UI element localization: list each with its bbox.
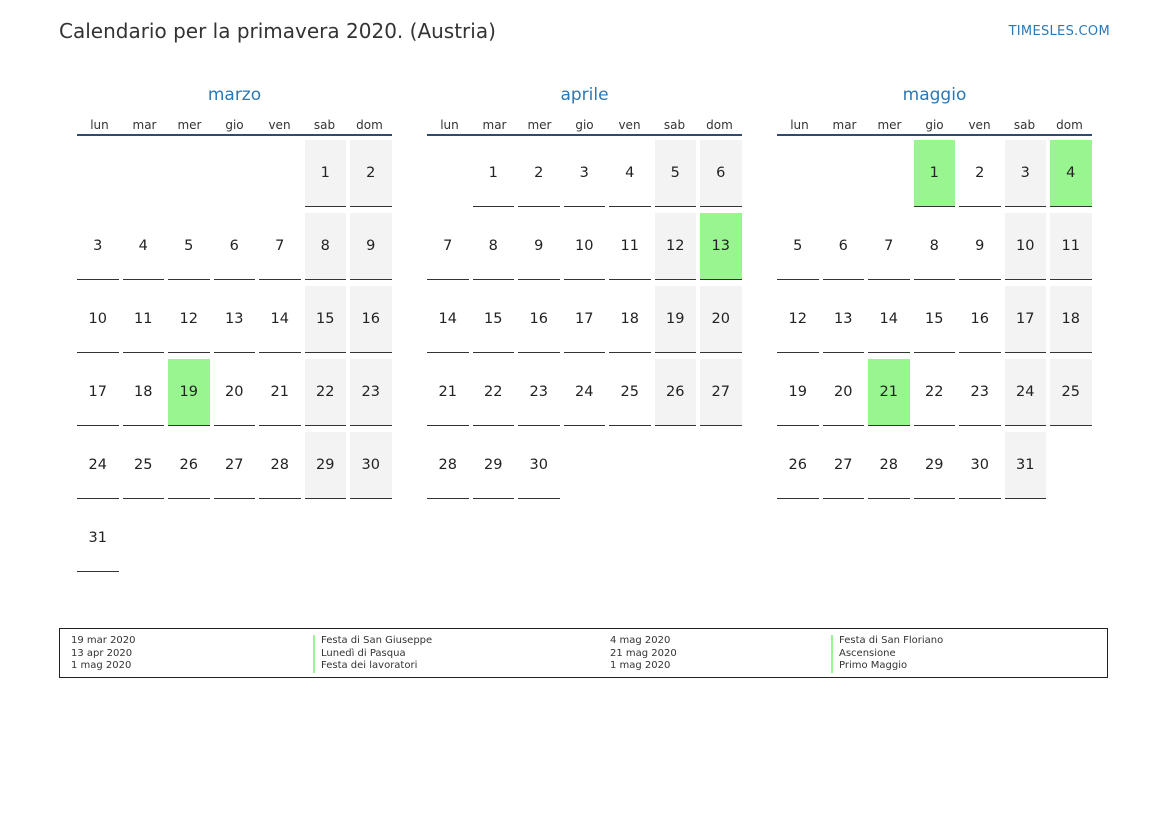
weekday-label: sab: [663, 118, 686, 132]
day-cell: 17: [77, 359, 119, 426]
day-cell: 4: [123, 213, 165, 280]
weekday-label: gio: [225, 118, 244, 132]
weekday-header: [427, 109, 742, 136]
day-cell: 28: [259, 432, 301, 499]
legend-date: 4 mag 2020: [610, 635, 671, 646]
day-cell: 15: [305, 286, 347, 353]
day-cell: 8: [914, 213, 956, 280]
page-title: Calendario per la primavera 2020. (Austria): [59, 19, 496, 43]
legend-holiday-name: Festa di San Floriano: [831, 635, 943, 648]
day-cell: 8: [473, 213, 515, 280]
day-cell: 26: [655, 359, 697, 426]
day-cell: 5: [168, 213, 210, 280]
holiday-cell: 21: [868, 359, 910, 426]
day-cell: 12: [168, 286, 210, 353]
day-cell: 30: [350, 432, 392, 499]
weekday-label: dom: [706, 118, 733, 132]
weekday-label: sab: [313, 118, 336, 132]
day-cell: 16: [959, 286, 1001, 353]
day-cell: 23: [350, 359, 392, 426]
day-cell: 23: [518, 359, 560, 426]
weekday-label: lun: [90, 118, 109, 132]
day-cell: 12: [777, 286, 819, 353]
day-cell: 16: [350, 286, 392, 353]
day-cell: 16: [518, 286, 560, 353]
day-cell: 4: [609, 140, 651, 207]
weekday-label: mer: [177, 118, 202, 132]
day-cell: 23: [959, 359, 1001, 426]
month-title: aprile: [560, 85, 609, 105]
day-cell: 28: [868, 432, 910, 499]
weekday-header: [777, 109, 1092, 136]
day-cell: 6: [823, 213, 865, 280]
day-cell: 25: [123, 432, 165, 499]
day-cell: 27: [214, 432, 256, 499]
day-cell: 30: [959, 432, 1001, 499]
weekday-label: sab: [1013, 118, 1036, 132]
day-cell: 27: [700, 359, 742, 426]
day-cell: 26: [777, 432, 819, 499]
day-cell: 7: [868, 213, 910, 280]
day-cell: 2: [350, 140, 392, 207]
day-cell: 24: [77, 432, 119, 499]
weekday-label: dom: [356, 118, 383, 132]
weekday-label: gio: [575, 118, 594, 132]
day-cell: 5: [655, 140, 697, 207]
weekday-label: mar: [832, 118, 857, 132]
weekday-label: mer: [527, 118, 552, 132]
day-cell: 22: [305, 359, 347, 426]
day-cell: 17: [564, 286, 606, 353]
legend-holiday-name: Lunedì di Pasqua: [313, 648, 406, 661]
day-cell: 19: [777, 359, 819, 426]
day-cell: 17: [1005, 286, 1047, 353]
day-cell: 27: [823, 432, 865, 499]
weekday-label: ven: [268, 118, 291, 132]
day-cell: 7: [427, 213, 469, 280]
day-cell: 6: [214, 213, 256, 280]
weekday-label: mar: [482, 118, 507, 132]
day-cell: 14: [427, 286, 469, 353]
day-cell: 9: [350, 213, 392, 280]
day-cell: 18: [123, 359, 165, 426]
day-cell: 11: [1050, 213, 1092, 280]
day-cell: 5: [777, 213, 819, 280]
day-cell: 29: [305, 432, 347, 499]
legend-date: 1 mag 2020: [71, 660, 132, 671]
legend-date: 21 mag 2020: [610, 647, 677, 659]
weekday-label: lun: [790, 118, 809, 132]
day-cell: 18: [609, 286, 651, 353]
day-cell: 24: [564, 359, 606, 426]
day-cell: 21: [427, 359, 469, 426]
month-aprile: [427, 84, 742, 473]
day-cell: 2: [518, 140, 560, 207]
weekday-label: gio: [925, 118, 944, 132]
day-cell: 30: [518, 432, 560, 499]
legend-holiday-name: Primo Maggio: [831, 660, 907, 673]
legend-date: 19 mar 2020: [71, 635, 136, 646]
weekday-label: mer: [877, 118, 902, 132]
day-cell: 15: [473, 286, 515, 353]
day-cell: 7: [259, 213, 301, 280]
day-cell: 1: [305, 140, 347, 207]
day-cell: 31: [77, 505, 119, 572]
month-title: maggio: [902, 85, 967, 105]
holiday-cell: 13: [700, 213, 742, 280]
day-cell: 25: [1050, 359, 1092, 426]
day-cell: 1: [473, 140, 515, 207]
day-cell: 3: [1005, 140, 1047, 207]
day-cell: 20: [214, 359, 256, 426]
day-cell: 18: [1050, 286, 1092, 353]
weekday-label: ven: [618, 118, 641, 132]
weekday-label: lun: [440, 118, 459, 132]
day-cell: 29: [473, 432, 515, 499]
month-title: marzo: [207, 85, 262, 105]
day-cell: 9: [959, 213, 1001, 280]
day-cell: 19: [655, 286, 697, 353]
day-cell: 10: [77, 286, 119, 353]
day-cell: 21: [259, 359, 301, 426]
day-cell: 9: [518, 213, 560, 280]
holiday-cell: 1: [914, 140, 956, 207]
day-cell: 28: [427, 432, 469, 499]
holiday-legend: [59, 628, 1108, 678]
weekday-label: ven: [968, 118, 991, 132]
month-maggio: [777, 84, 1092, 473]
holiday-cell: 19: [168, 359, 210, 426]
day-cell: 26: [168, 432, 210, 499]
legend-holiday-name: Festa dei lavoratori: [313, 660, 417, 673]
weekday-label: dom: [1056, 118, 1083, 132]
day-cell: 24: [1005, 359, 1047, 426]
day-cell: 31: [1005, 432, 1047, 499]
day-cell: 8: [305, 213, 347, 280]
legend-date: 13 apr 2020: [71, 647, 133, 659]
day-cell: 3: [564, 140, 606, 207]
day-cell: 3: [77, 213, 119, 280]
brand-link[interactable]: TIMESLES.COM: [1008, 24, 1110, 39]
month-marzo: [77, 84, 392, 546]
legend-date: 1 mag 2020: [610, 660, 671, 671]
day-cell: 11: [123, 286, 165, 353]
day-cell: 15: [914, 286, 956, 353]
day-cell: 6: [700, 140, 742, 207]
day-cell: 29: [914, 432, 956, 499]
day-cell: 20: [700, 286, 742, 353]
legend-holiday-name: Ascensione: [831, 648, 896, 661]
holiday-cell: 4: [1050, 140, 1092, 207]
day-cell: 13: [823, 286, 865, 353]
day-cell: 2: [959, 140, 1001, 207]
day-cell: 10: [1005, 213, 1047, 280]
day-cell: 25: [609, 359, 651, 426]
day-cell: 14: [868, 286, 910, 353]
day-cell: 11: [609, 213, 651, 280]
day-cell: 22: [473, 359, 515, 426]
day-cell: 14: [259, 286, 301, 353]
day-cell: 10: [564, 213, 606, 280]
weekday-label: mar: [132, 118, 157, 132]
day-cell: 20: [823, 359, 865, 426]
day-cell: 22: [914, 359, 956, 426]
weekday-header: [77, 109, 392, 136]
day-cell: 12: [655, 213, 697, 280]
legend-holiday-name: Festa di San Giuseppe: [313, 635, 432, 648]
day-cell: 13: [214, 286, 256, 353]
